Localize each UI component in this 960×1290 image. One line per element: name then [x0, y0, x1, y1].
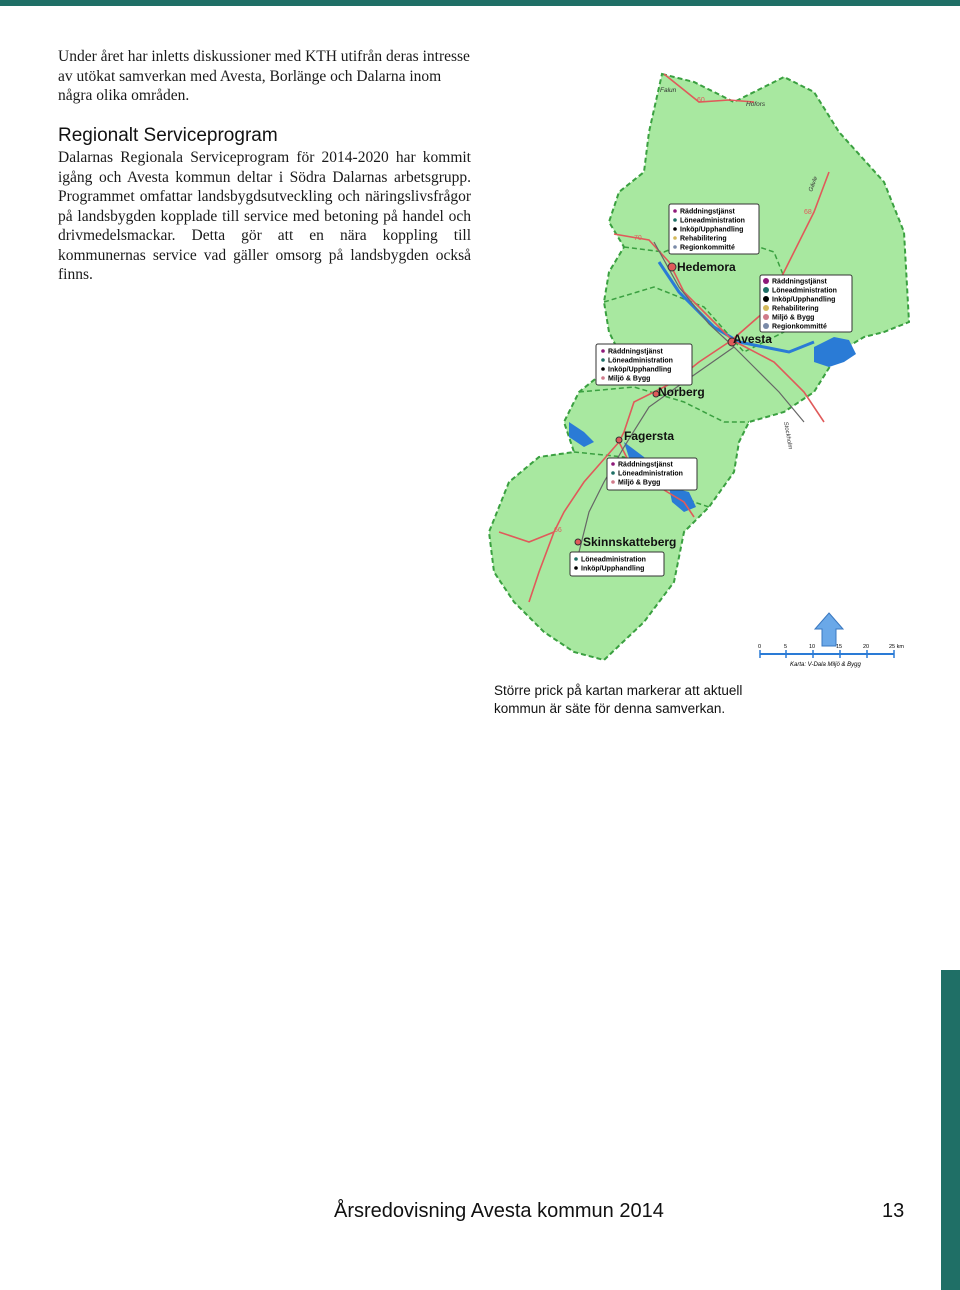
- label-hedemora: Hedemora: [677, 260, 736, 274]
- scale-bar: [758, 644, 904, 668]
- place-hofors: Hofors: [746, 101, 766, 108]
- section-heading: Regionalt Serviceprogram: [58, 125, 278, 146]
- label-skinnskatteberg: Skinnskatteberg: [583, 535, 677, 549]
- top-accent-bar: [0, 0, 960, 6]
- place-stockholm: Stockholm: [782, 421, 793, 450]
- seat-hedemora: [668, 263, 676, 271]
- svg-text:20: 20: [863, 644, 870, 650]
- svg-text:Rehabilitering: Rehabilitering: [772, 305, 819, 313]
- svg-text:0: 0: [758, 644, 762, 650]
- map-credit: Karta: V-Dala Miljö & Bygg: [790, 662, 861, 668]
- svg-text:Regionkommitté: Regionkommitté: [680, 244, 735, 252]
- legend-skinnskatteberg: [570, 552, 664, 576]
- legend-norberg: [596, 344, 692, 385]
- svg-text:Inköp/Upphandling: Inköp/Upphandling: [680, 226, 744, 234]
- svg-text:Miljö & Bygg: Miljö & Bygg: [608, 375, 651, 383]
- label-norberg: Norberg: [658, 385, 705, 399]
- road-label: 70: [634, 235, 642, 242]
- svg-text:Miljö & Bygg: Miljö & Bygg: [618, 479, 661, 487]
- legend-fagersta: [607, 458, 697, 490]
- label-avesta: Avesta: [733, 332, 772, 346]
- svg-text:Regionkommitté: Regionkommitté: [772, 323, 827, 331]
- svg-text:10: 10: [809, 644, 816, 650]
- svg-text:Löneadministration: Löneadministration: [772, 287, 837, 295]
- road-label: 68: [804, 209, 812, 216]
- seat-fagersta: [616, 437, 622, 443]
- svg-text:25 km: 25 km: [889, 644, 904, 650]
- road-label: 60: [697, 97, 705, 104]
- place-gavle: Gävle: [808, 175, 820, 193]
- svg-text:5: 5: [784, 644, 788, 650]
- footer-title: Årsredovisning Avesta kommun 2014: [334, 1200, 664, 1222]
- svg-text:Löneadministration: Löneadministration: [618, 470, 683, 478]
- svg-text:Rehabilitering: Rehabilitering: [680, 235, 727, 243]
- legend-hedemora: [669, 204, 759, 254]
- place-falun: Falun: [660, 87, 677, 94]
- section-body: Dalarnas Regionala Serviceprogram för 2014-2020 har kommit igång och Avesta kommun deltar i Södra Dalarnas arbetsgrupp. Programmet omfattar landsbygdsutveckling och näringslivsfrågor på landsbygden kopplade till service med betoning på handel och drivmedelsmackar. Detta gör att en nära koppling till kommunernas service vad gäller omsorg på landsbygden också finns.: [58, 149, 471, 283]
- svg-text:Inköp/Upphandling: Inköp/Upphandling: [772, 296, 836, 304]
- svg-text:Löneadministration: Löneadministration: [608, 357, 673, 365]
- side-accent-strip: [941, 970, 960, 1290]
- map-land: [489, 74, 909, 660]
- svg-text:Räddningstjänst: Räddningstjänst: [618, 461, 673, 469]
- svg-text:15: 15: [836, 644, 843, 650]
- svg-text:Miljö & Bygg: Miljö & Bygg: [772, 314, 815, 322]
- svg-text:Räddningstjänst: Räddningstjänst: [608, 348, 663, 356]
- svg-text:Löneadministration: Löneadministration: [581, 556, 646, 564]
- page-number: 13: [882, 1200, 905, 1222]
- legend-avesta: [760, 275, 852, 332]
- svg-text:Löneadministration: Löneadministration: [680, 217, 745, 225]
- svg-text:Räddningstjänst: Räddningstjänst: [680, 208, 735, 216]
- label-fagersta: Fagersta: [624, 429, 675, 443]
- svg-text:Inköp/Upphandling: Inköp/Upphandling: [608, 366, 672, 374]
- municipality-map: [484, 62, 914, 672]
- seat-skinnskatteberg: [575, 539, 581, 545]
- svg-text:Räddningstjänst: Räddningstjänst: [772, 278, 827, 286]
- svg-text:Inköp/Upphandling: Inköp/Upphandling: [581, 565, 645, 573]
- north-arrow-icon: [815, 613, 843, 646]
- intro-paragraph: Under året har inletts diskussioner med KTH utifrån deras intresse av utökat samverkan med Avesta, Borlänge och Dalarna inom några olika områden.: [58, 48, 470, 104]
- map-caption: Större prick på kartan markerar att aktuell kommun är säte för denna samverkan.: [494, 683, 743, 716]
- road-label: 66: [554, 527, 562, 534]
